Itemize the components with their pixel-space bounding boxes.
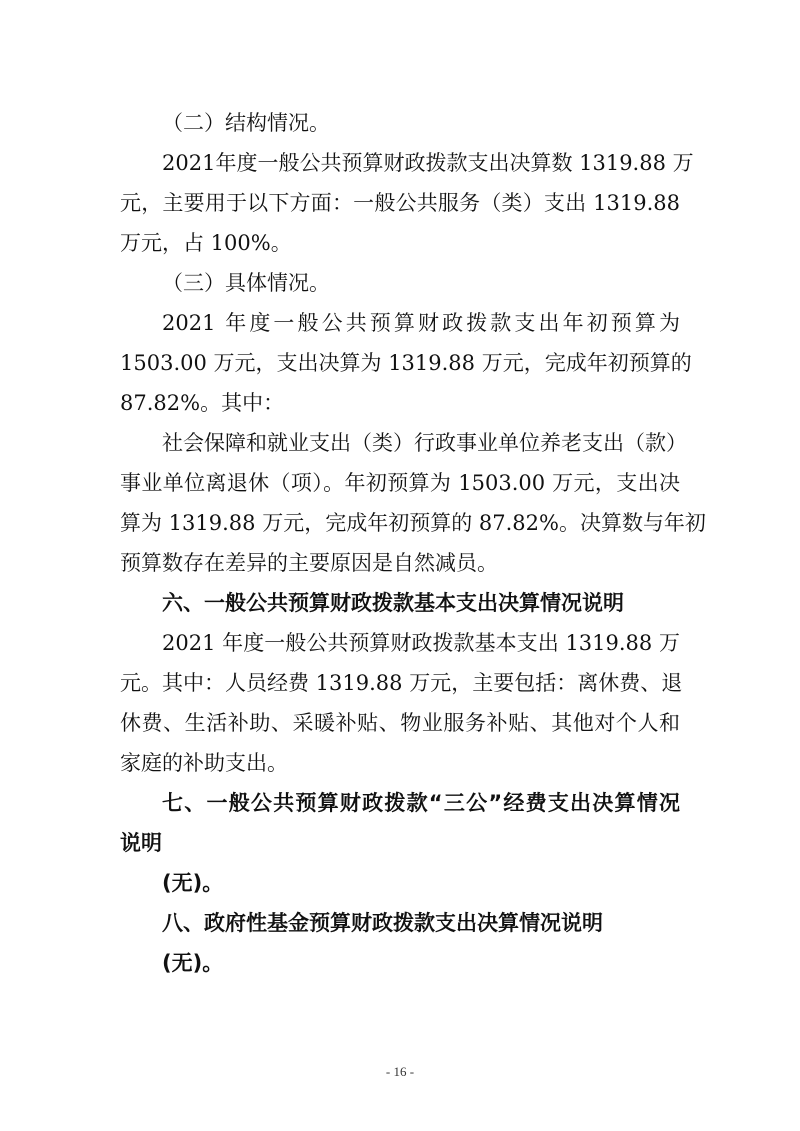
paragraph-line: 1503.00 万元，支出决算为 1319.88 万元，完成年初预算的: [120, 351, 692, 375]
section-heading-seven-cont: 说明: [120, 831, 162, 855]
none-note: (无)。: [162, 871, 224, 895]
paragraph-line: 2021 年度一般公共预算财政拨款基本支出 1319.88 万: [162, 631, 680, 655]
paragraph-line: 87.82%。其中：: [120, 391, 285, 415]
paragraph-line: 事业单位离退休（项）。年初预算为 1503.00 万元，支出决: [120, 471, 680, 495]
subsection-heading-structure: （二）结构情况。: [162, 111, 330, 135]
paragraph-line: 算为 1319.88 万元，完成年初预算的 87.82%。决算数与年初: [120, 511, 706, 535]
section-heading-eight: 八、政府性基金预算财政拨款支出决算情况说明: [162, 911, 603, 935]
paragraph-line: 家庭的补助支出。: [120, 751, 288, 775]
page-number: - 16 -: [385, 1064, 415, 1079]
subsection-heading-details: （三）具体情况。: [162, 271, 330, 295]
paragraph-line: 元，主要用于以下方面：一般公共服务（类）支出 1319.88: [120, 191, 680, 215]
section-heading-six: 六、一般公共预算财政拨款基本支出决算情况说明: [162, 591, 624, 615]
none-note: (无)。: [162, 951, 224, 975]
paragraph-line: 2021年度一般公共预算财政拨款支出决算数 1319.88 万: [162, 151, 694, 175]
section-heading-seven: 七、一般公共预算财政拨款“三公”经费支出决算情况: [162, 791, 680, 815]
paragraph-line: 休费、生活补助、采暖补贴、物业服务补贴、其他对个人和: [120, 711, 680, 735]
paragraph-line: 2021 年度一般公共预算财政拨款支出年初预算为: [162, 311, 680, 335]
paragraph-line: 万元，占 100%。: [120, 231, 292, 255]
paragraph-line: 元。其中：人员经费 1319.88 万元，主要包括：离休费、退: [120, 671, 683, 695]
paragraph-line: 社会保障和就业支出（类）行政事业单位养老支出（款）: [162, 431, 687, 455]
paragraph-line: 预算数存在差异的主要原因是自然减员。: [120, 551, 498, 575]
